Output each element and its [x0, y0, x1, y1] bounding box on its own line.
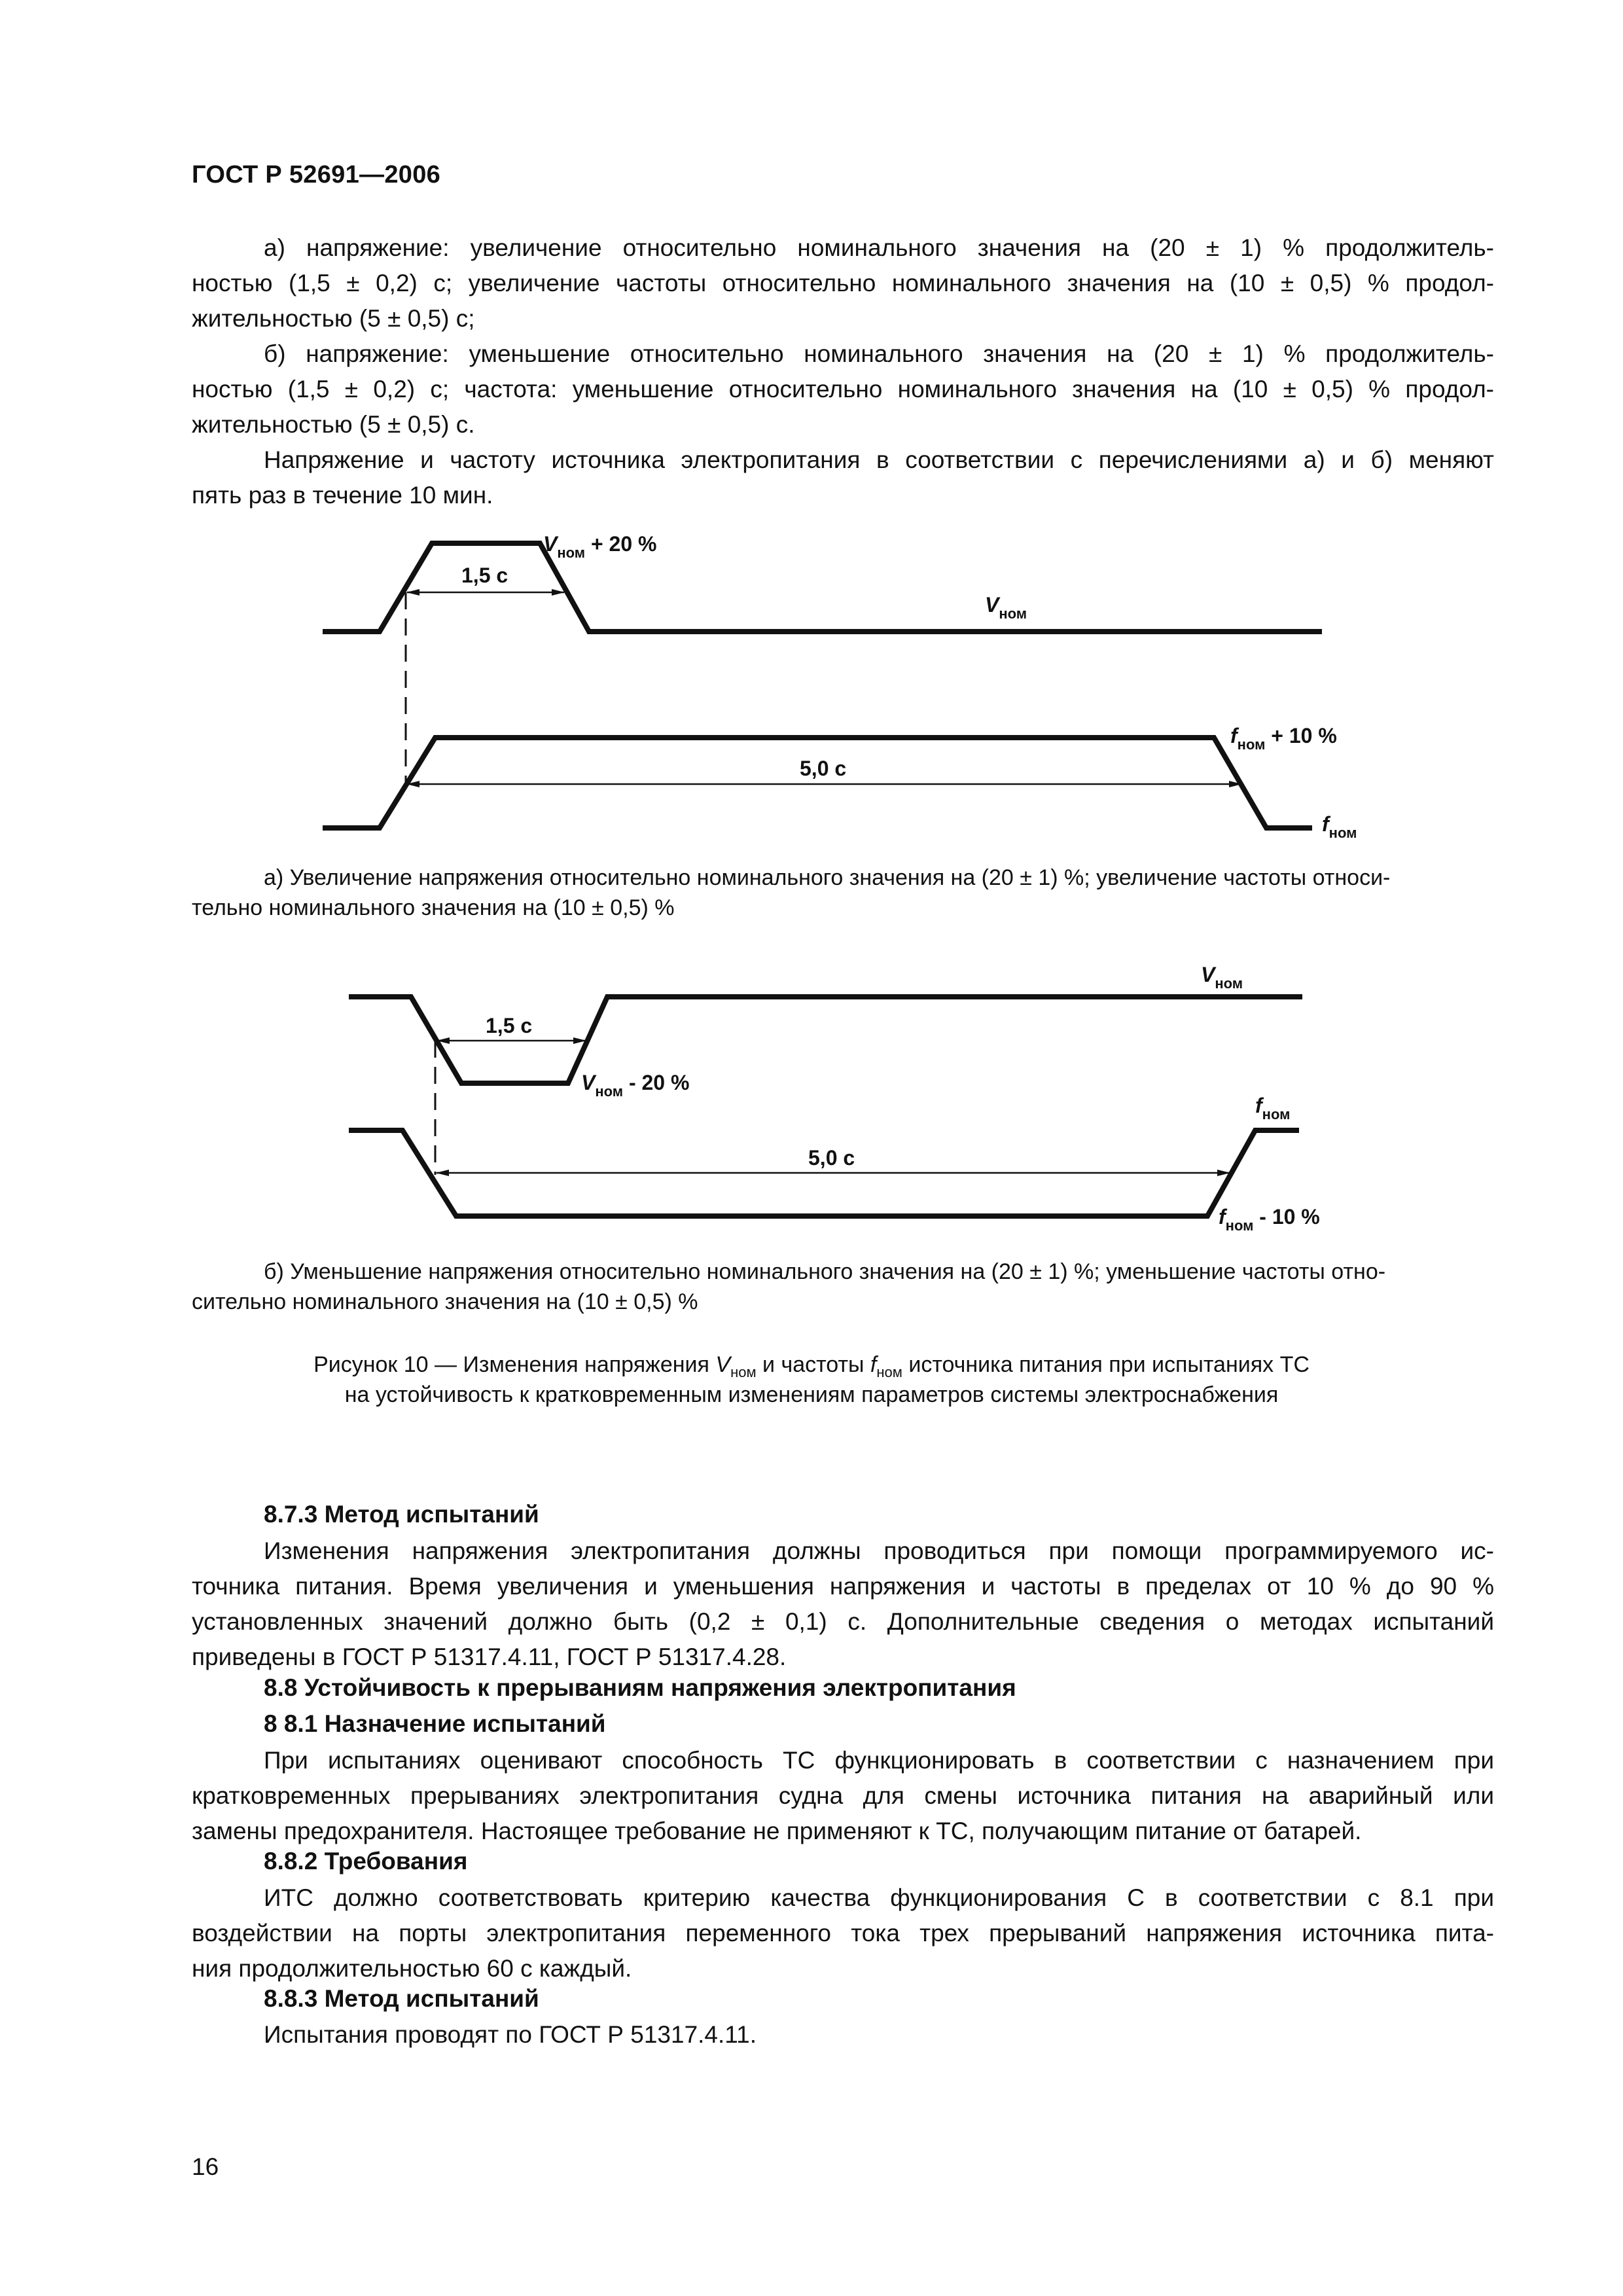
section-883-heading: 8.8.3 Метод испытаний	[264, 1985, 539, 2012]
text-line: а) напряжение: увеличение относительно номинального значения на (20 ± 1) % продолжитель-	[264, 234, 1494, 261]
v-nom-label: $V_{ном}$	[985, 593, 1027, 622]
text-line: ИТС должно соответствовать критерию качества функционирования С в соответствии с 8.1 при	[264, 1884, 1494, 1911]
text-line: Изменения напряжения электропитания должны проводиться при помощи программируемого ис-	[264, 1537, 1494, 1564]
text-line: приведены в ГОСТ Р 51317.4.11, ГОСТ Р 51317.4.28.	[192, 1643, 787, 1670]
page-number: 16	[192, 2153, 219, 2180]
text-line: точника питания. Время увеличения и уменьшения напряжения и частоты в пределах от 10 % до 90 %	[192, 1573, 1494, 1600]
dur-1-5s-label-b: 1,5 с	[486, 1014, 533, 1037]
text-line: кратковременных прерываниях электропитания судна для смены источника питания на аварийный или	[192, 1782, 1494, 1809]
voltage-increase-waveform	[323, 543, 1322, 632]
text-line: При испытаниях оценивают способность ТС функционировать в соответствии с назначением при	[264, 1747, 1494, 1774]
text-line: установленных значений должно быть (0,2 ± 0,1) с. Дополнительные сведения о методах испытаний	[192, 1608, 1494, 1635]
section-88-heading: 8.8 Устойчивость к прерываниям напряжения электропитания	[264, 1674, 1016, 1701]
f-nom-label: $f_{ном}$	[1322, 812, 1357, 841]
text-line: воздействии на порты электропитания переменного тока трех прерываний напряжения источника пита-	[192, 1920, 1494, 1946]
text-line: ния продолжительностью 60 с каждый.	[192, 1955, 632, 1982]
subcaption-b-line-1: б) Уменьшение напряжения относительно номинального значения на (20 ± 1) %; уменьшение частоты отно-	[264, 1259, 1386, 1284]
section-881-body	[192, 1743, 1494, 1849]
text-line: жительностью (5 ± 0,5) с;	[192, 305, 475, 332]
dur-1-5s-label: 1,5 с	[461, 564, 508, 587]
text-line: жительностью (5 ± 0,5) с.	[192, 411, 475, 438]
dur-5-0s-label-b: 5,0 с	[808, 1146, 855, 1170]
subcaption-a-line-2: тельно номинального значения на (10 ± 0,5) %	[192, 895, 675, 920]
v-nom-label-b: $V_{ном}$	[1201, 963, 1243, 992]
section-873-body	[192, 1534, 1494, 1675]
subcaption-a-line-1: а) Увеличение напряжения относительно номинального значения на (20 ± 1) %; увеличение частоты относи-	[264, 865, 1391, 890]
dur-5-0s-label: 5,0 с	[800, 757, 847, 780]
text-line: замены предохранителя. Настоящее требование не применяют к ТС, получающим питание от батарей.	[192, 1818, 1362, 1844]
v-nom-minus-20-label: $V_{ном} - 20$ %	[581, 1071, 690, 1100]
text-line: пять раз в течение 10 мин.	[192, 482, 493, 509]
f-nom-plus-10-label: $f_{ном} + 10$ %	[1230, 724, 1337, 753]
figure-title-line-1: Рисунок 10 — Изменения напряжения $V_{ном}$ и частоты $f_{ном}$ источника питания при испытаниях ТС	[313, 1352, 1310, 1380]
frequency-increase-waveform	[323, 738, 1312, 828]
section-882-heading: 8.8.2 Требования	[264, 1848, 468, 1874]
text-line: ностью (1,5 ± 0,2) с; частота: уменьшение относительно номинального значения на (10 ± 0,5) % продол-	[192, 376, 1494, 403]
v-nom-plus-20-label: $V_{ном} + 20$ %	[543, 532, 657, 561]
f-nom-label-b: $f_{ном}$	[1255, 1094, 1291, 1122]
f-nom-minus-10-label: $f_{ном} - 10$ %	[1219, 1205, 1320, 1234]
subcaption-b-line-2: сительно номинального значения на (10 ± 0,5) %	[192, 1289, 698, 1314]
section-882-body	[192, 1880, 1494, 1986]
section-881-heading: 8 8.1 Назначение испытаний	[264, 1710, 606, 1737]
section-883-body: Испытания проводят по ГОСТ Р 51317.4.11.	[264, 2021, 757, 2048]
figure-title-line-2: на устойчивость к кратковременным изменениям параметров системы электроснабжения	[344, 1382, 1279, 1407]
text-line: б) напряжение: уменьшение относительно номинального значения на (20 ± 1) % продолжитель-	[264, 340, 1494, 367]
section-873-heading: 8.7.3 Метод испытаний	[264, 1501, 539, 1528]
document-header: ГОСТ Р 52691—2006	[192, 161, 441, 188]
text-line: ностью (1,5 ± 0,2) с; увеличение частоты относительно номинального значения на (10 ± 0,5) % продол-	[192, 270, 1494, 296]
text-line: Напряжение и частоту источника электропитания в соответствии с перечислениями а) и б) меняют	[264, 446, 1494, 473]
